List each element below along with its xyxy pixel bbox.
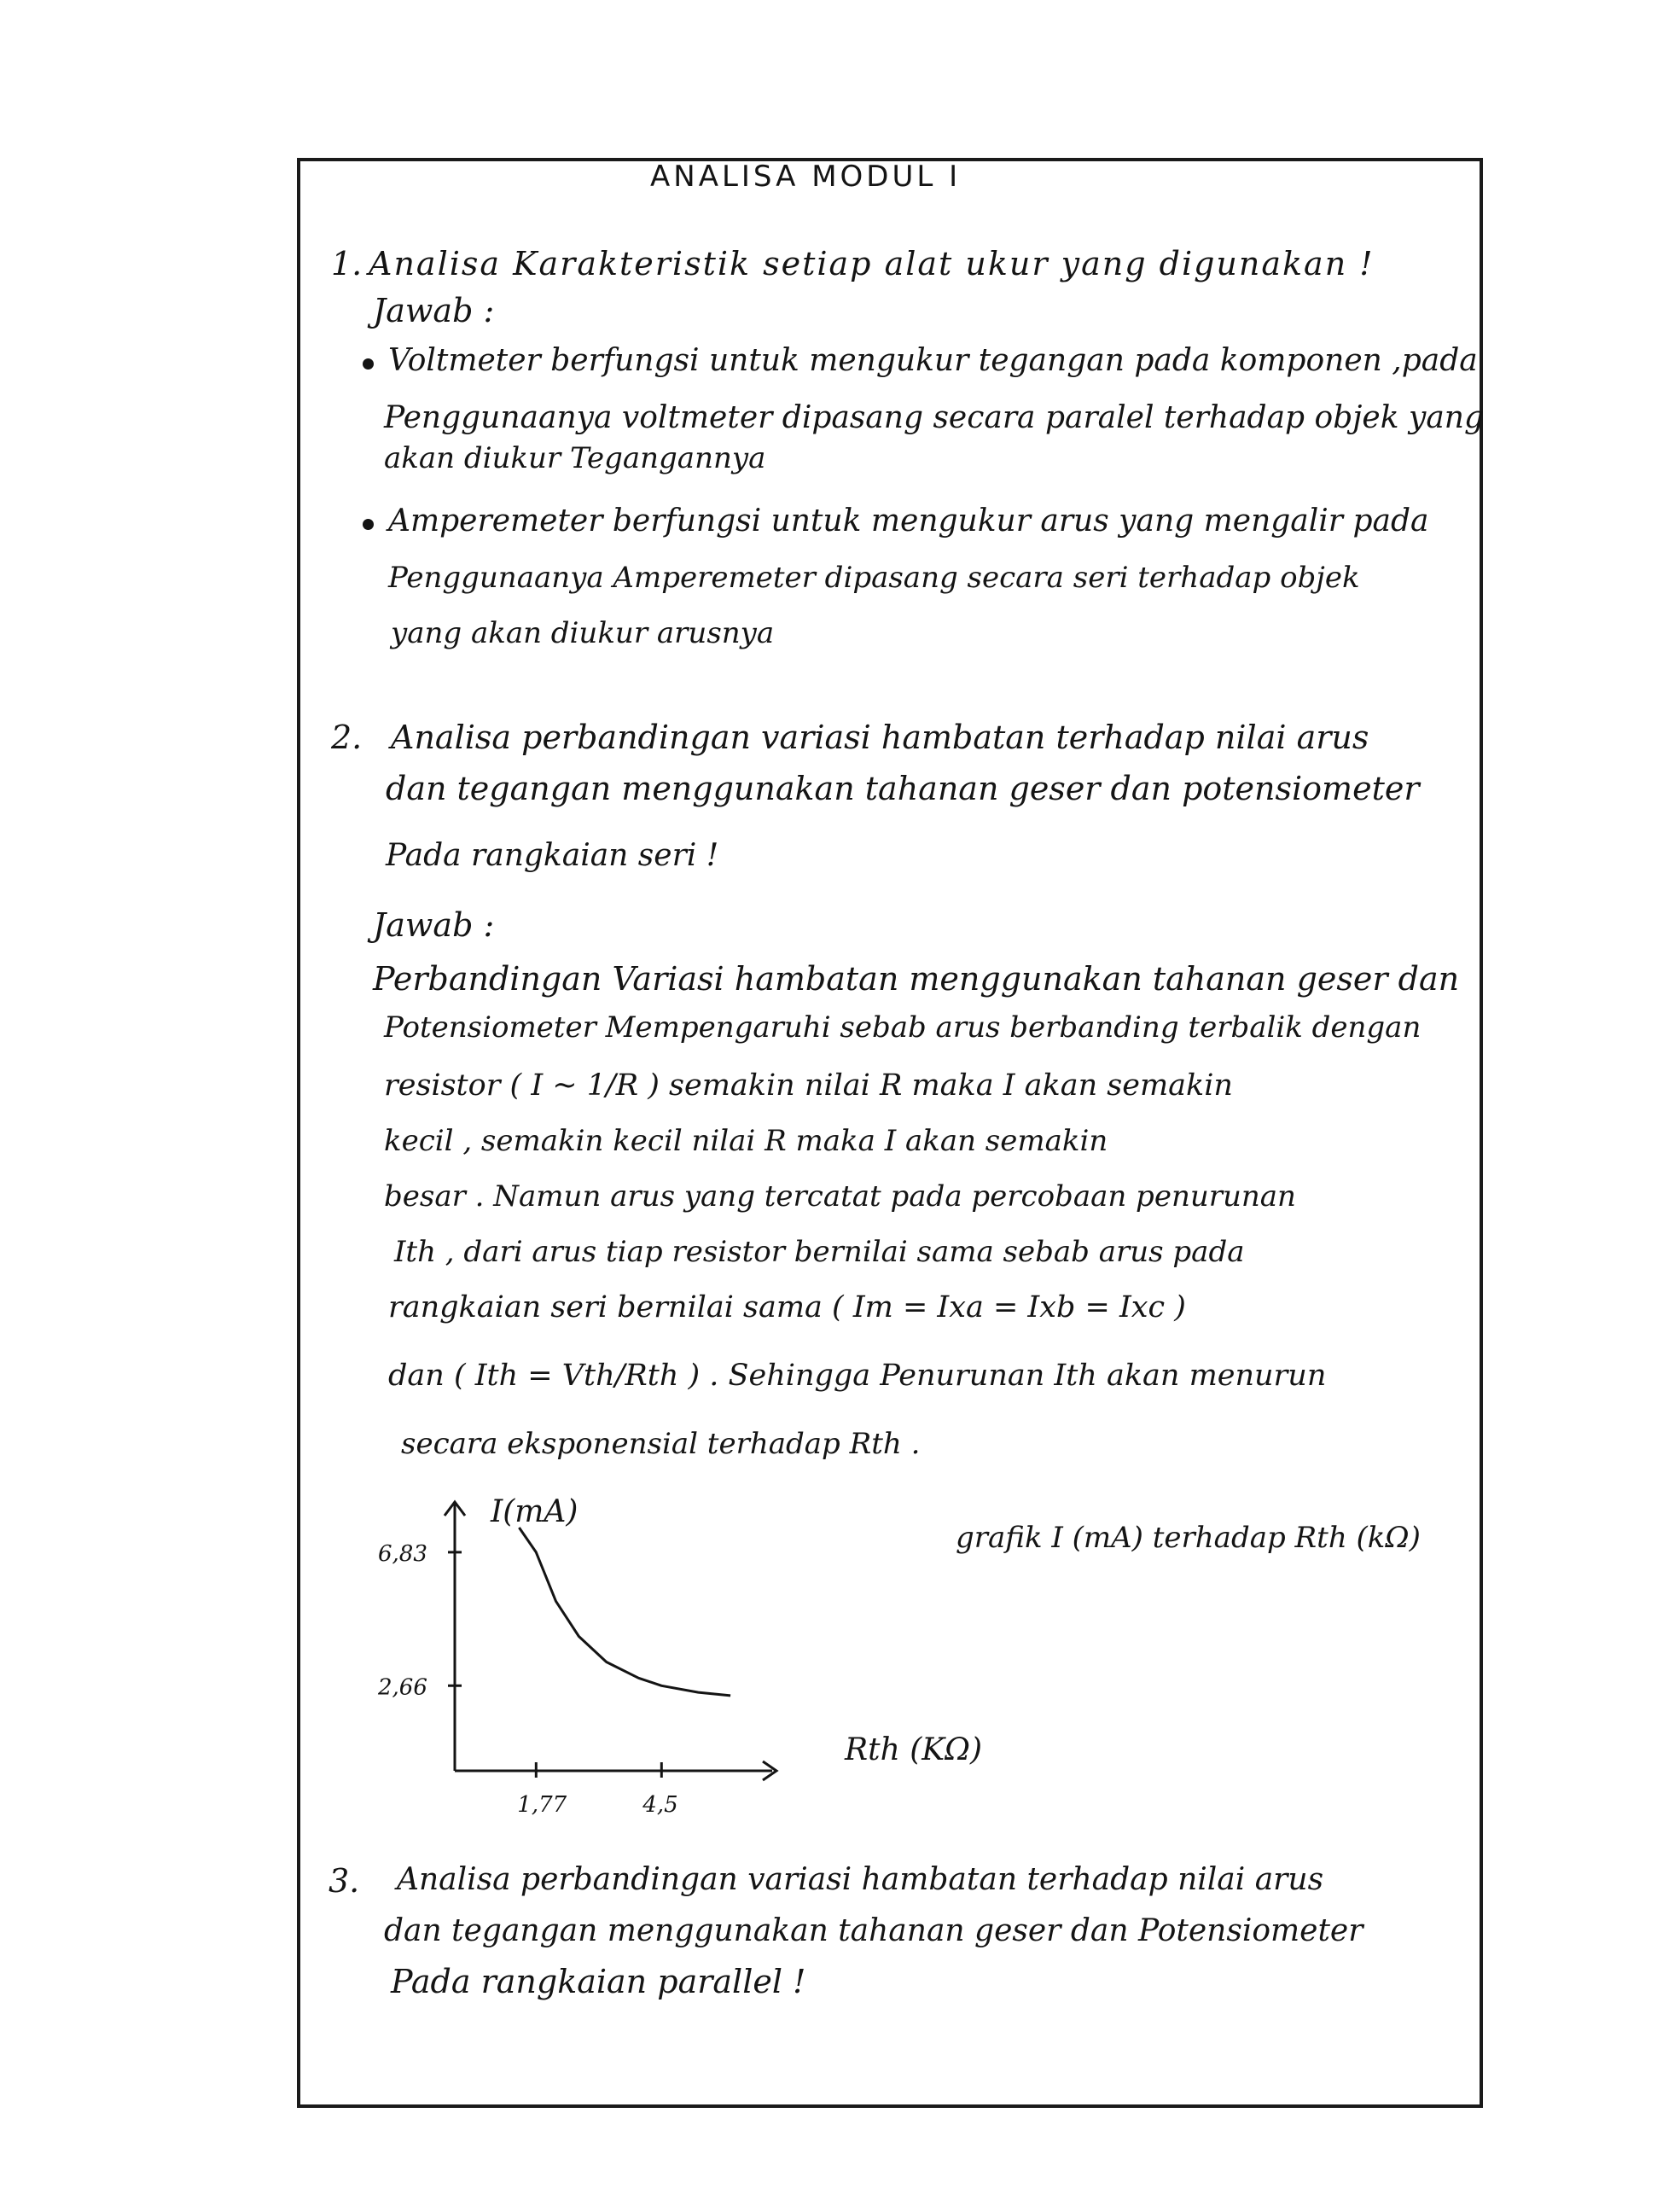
y-axis-label: I(mA) [491,1494,578,1529]
q2-answer-line8: dan ( Ith = Vth/Rth ) . Sehingga Penurunan Ith akan menurun [388,1359,1327,1393]
chart-marks [377,1528,730,1818]
q3-question-line2: dan tegangan menggunakan tahanan geser dan Potensiometer [384,1913,1363,1948]
q2-answer-line6: Ith , dari arus tiap resistor bernilai sama sebab arus pada [394,1235,1245,1269]
q2-answer-line4: kecil , semakin kecil nilai R maka I akan semakin [384,1124,1108,1158]
q2-answer-line1: Perbandingan Variasi hambatan menggunakan tahanan geser dan [373,960,1460,998]
q2-question-line3: Pada rangkaian seri ! [386,838,719,873]
x-tick-label: 4,5 [642,1792,678,1818]
series-line [519,1528,730,1696]
q1-answer-label: Jawab : [373,292,495,329]
q1-question: Analisa Karakteristik setiap alat ukur yang digunakan ! [369,245,1375,282]
q2-number: 2. [331,719,363,756]
x-tick-label: 1,77 [517,1792,567,1818]
q3-question-line1: Analisa perbandingan variasi hambatan terhadap nilai arus [397,1862,1324,1897]
q2-answer-line9: secara eksponensial terhadap Rth . [401,1427,921,1461]
q1-bullet2-line3: yang akan diukur arusnya [391,616,775,650]
q2-answer-line7: rangkaian seri bernilai sama ( Im = Ixa = Ixb = Ixc ) [388,1290,1186,1324]
q3-question-line3: Pada rangkaian parallel ! [391,1963,806,2000]
q2-answer-line2: Potensiometer Mempengaruhi sebab arus berbanding terbalik dengan [384,1010,1422,1045]
q2-question-line1: Analisa perbandingan variasi hambatan terhadap nilai arus [391,719,1369,756]
q3-number: 3. [328,1862,360,1900]
q1-bullet1-line3: akan diukur Tegangannya [384,441,766,475]
q1-bullet1-line1: Voltmeter berfungsi untuk mengukur tegangan pada komponen ,pada [388,343,1478,378]
q1-bullet2-line2: Penggunaanya Amperemeter dipasang secara seri terhadap objek [388,561,1360,595]
q1-bullet1-line2: Penggunaanya voltmeter dipasang secara paralel terhadap objek yang [384,400,1485,435]
q2-answer-line5: besar . Namun arus yang tercatat pada percobaan penurunan [384,1179,1296,1214]
q1-number: 1. [331,245,363,282]
axes [445,1502,776,1780]
x-axis-label: Rth (KΩ) [845,1732,983,1767]
q2-answer-label: Jawab : [373,906,495,944]
chart-title: grafik I (mA) terhadap Rth (kΩ) [956,1521,1421,1555]
q2-answer-line3: resistor ( I ~ 1/R ) semakin nilai R maka I akan semakin [384,1068,1233,1103]
q1-bullet2-line1: Amperemeter berfungsi untuk mengukur arus yang mengalir pada [388,504,1429,538]
page-title: ANALISA MODUL I [650,160,962,194]
y-tick-label: 2,66 [378,1674,427,1701]
q2-question-line2: dan tegangan menggunakan tahanan geser dan potensiometer [386,770,1420,807]
y-tick-label: 6,83 [378,1540,427,1567]
